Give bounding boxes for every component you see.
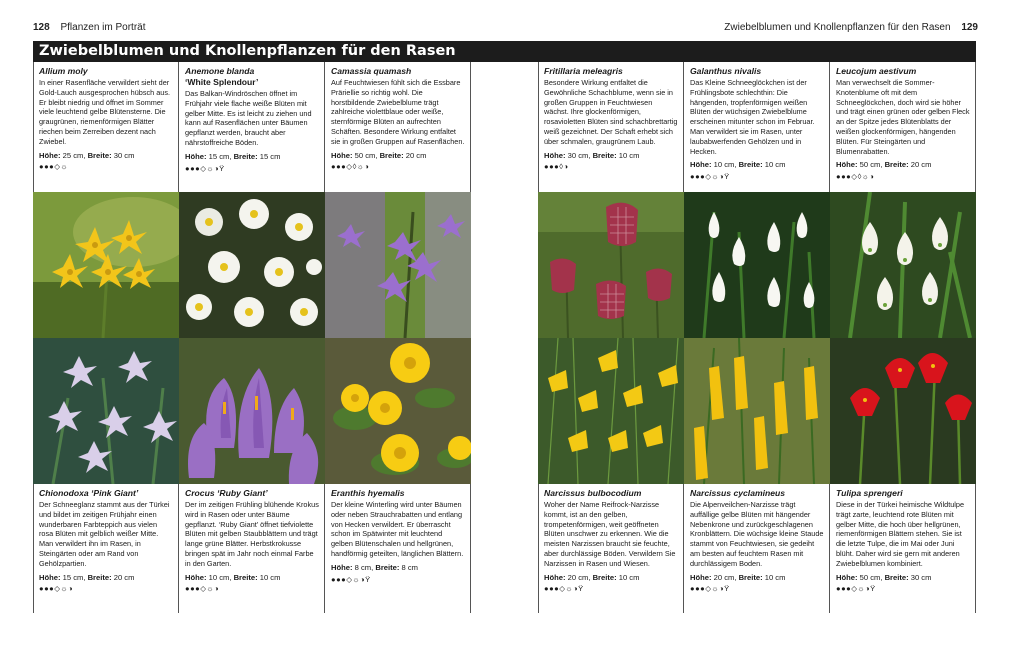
plant-name: Camassia quamash xyxy=(331,66,412,76)
photo-galanthus xyxy=(684,192,830,338)
card-camassia xyxy=(325,62,471,192)
plant-description: Man verwechselt die Sommer-Knotenblume oft mit dem Schneeglöckchen, doch wird sie höher und trägt einen grünen oder gelben Fleck an der Spitze jedes Blütenblatts der weißen glockenförmigen, hängenden Blüten. Für Steingärten und Blumenrabatten. xyxy=(836,78,970,156)
care-icons: ●●●◇☼◑Ϋ xyxy=(185,163,225,173)
plant-name: Crocus ‘Ruby Giant’ xyxy=(185,488,268,498)
plant-name: Narcissus bulbocodium xyxy=(544,488,642,498)
plant-description: Woher der Name Reifrock-Narzisse kommt, ist an den gelben, trompetenförmigen, weit geöffneten Blüten unschwer zu erkennen. Wie die meisten Narzissen braucht sie feuchte, aber durchlässige Böden. Verwildern Sie Narzissen in Rasen und Wiesen. xyxy=(544,500,676,568)
photo-anemone xyxy=(179,192,325,338)
right-page-number: 129 xyxy=(961,22,978,33)
plant-size: Höhe: 25 cm, Breite: 30 cm xyxy=(39,150,135,160)
left-running-header xyxy=(33,22,146,33)
plant-size: Höhe: 20 cm, Breite: 10 cm xyxy=(544,572,640,582)
right-running-title: Zwiebelblumen und Knollenpflanzen für den Rasen xyxy=(724,22,951,33)
left-running-title: Pflanzen im Porträt xyxy=(60,22,146,33)
left-page-number: 128 xyxy=(33,22,50,33)
care-icons: ●●●◇☼◑ xyxy=(185,584,220,594)
plant-size: Höhe: 15 cm, Breite: 15 cm xyxy=(185,151,281,161)
care-icons: ●●●◇◊☼◑ xyxy=(836,172,875,182)
plant-name: Allium moly xyxy=(39,66,88,76)
plant-size: Höhe: 8 cm, Breite: 8 cm xyxy=(331,562,418,572)
plant-description: Besondere Wirkung entfaltet die Gewöhnliche Schachblume, wenn sie in großen Gruppen in Feuchtwiesen wächst. Ihre glockenförmigen, rosavioletten Blüten sind schachbrettartig weiß gezeichnet. Der Schaft erhebt sich über schmalen, graugrünem Laub. xyxy=(544,78,678,146)
care-icons: ●●●◇☼◑ xyxy=(39,584,74,594)
photo-fritillaria xyxy=(538,192,684,338)
plant-name: Anemone blanda xyxy=(185,66,255,76)
plant-size: Höhe: 30 cm, Breite: 10 cm xyxy=(544,150,640,160)
photo-narcissus-cyclamineus xyxy=(684,338,830,484)
care-icons: ●●●◇☼ xyxy=(39,162,69,172)
plant-size: Höhe: 15 cm, Breite: 20 cm xyxy=(39,572,135,582)
plant-size: Höhe: 50 cm, Breite: 20 cm xyxy=(331,150,427,160)
card-fritillaria xyxy=(538,62,684,192)
care-icons: ●●●◇☼◑Ϋ xyxy=(331,574,371,584)
photo-leucojum xyxy=(830,192,976,338)
card-tulipa xyxy=(830,484,976,613)
care-icons: ●●●◇☼◑Ϋ xyxy=(690,172,730,182)
section-title: Zwiebelblumen und Knollenpflanzen für den Rasen xyxy=(33,41,976,62)
plant-description: Das Kleine Schneeglöckchen ist der Frühlingsbote schlechthin: Die hängenden, tropfenförmigen weißen Blüten der wüchsigen Zwiebelblume erscheinen mitunter schon im Februar. Man verwildert sie im Rasen, unter laubabwerfenden Gehölzen und in Hecken. xyxy=(690,78,815,156)
plant-description: In einer Rasenfläche verwildert sieht der Gold-Lauch ausgesprochen hübsch aus. Er bleibt niedrig und öffnet im Sommer viele leuchtend gelbe Blütensterne. Die graugrünen, riemenförmigen Blätter riechen beim Zerreiben dezent nach Zwiebel. xyxy=(39,78,171,146)
care-icons: ●●●◇◊☼◑ xyxy=(331,162,370,172)
plant-size: Höhe: 10 cm, Breite: 10 cm xyxy=(185,572,281,582)
plant-name: Galanthus nivalis xyxy=(690,66,762,76)
photo-crocus xyxy=(179,338,325,484)
card-allium xyxy=(33,62,179,192)
card-narcissus-cyclamineus xyxy=(684,484,830,613)
photo-allium xyxy=(33,192,179,338)
card-anemone xyxy=(179,62,325,192)
photo-camassia xyxy=(325,192,471,338)
care-icons: ●●●◇☼◑Ϋ xyxy=(544,584,584,594)
plant-description: Das Balkan-Windröschen öffnet im Frühjahr viele flache weiße Blüten mit gelber Mitte. Es ist leicht zu ziehen und kann auf Rasenflächen unter Bäumen gepflanzt werden, braucht aber nährstoffreiche Böden. xyxy=(185,89,312,147)
plant-name: Leucojum aestivum xyxy=(836,66,917,76)
care-icons: ●●●◇☼◑Ϋ xyxy=(690,584,730,594)
care-icons: ●●●◇☼◑Ϋ xyxy=(836,584,876,594)
card-eranthis xyxy=(325,484,471,613)
photo-narcissus-bulbocodium xyxy=(538,338,684,484)
card-crocus xyxy=(179,484,325,613)
plant-description: Der Schneeglanz stammt aus der Türkei und bildet im zeitigen Frühjahr einen wunderbaren Farbteppich aus vielen rosa Blüten mit gelblich weißer Mitte. Man verwildert ihn im Rasen, in Steingärten oder am Rand von Gehölzpartien. xyxy=(39,500,170,568)
plant-name: Narcissus cyclamineus xyxy=(690,488,786,498)
plant-name: Eranthis hyemalis xyxy=(331,488,405,498)
plant-cultivar: ‘White Splendour’ xyxy=(185,77,259,87)
plant-description: Auf Feuchtwiesen fühlt sich die Essbare Präriellie so richtig wohl. Die horstbildende Zwiebelblume trägt zahlreiche violettblaue oder weiße, sternförmige Blüten an aufrechten Schäften. Besondere Wirkung entfaltet sie in großen Gruppen auf Rasenflächen. xyxy=(331,78,465,146)
card-narcissus-bulbocodium xyxy=(538,484,684,613)
plant-description: Die Alpenveilchen-Narzisse trägt auffällige gelbe Blüten mit hängender Nebenkrone und zurückgeschlagenen Kronblättern. Die wüchsige kleine Staude stammt von Feuchtwiesen, sie gedeiht am besten auf feuchtem Rasen mit durchlässigem Boden. xyxy=(690,500,824,568)
plant-size: Höhe: 10 cm, Breite: 10 cm xyxy=(690,160,786,170)
card-leucojum xyxy=(830,62,976,192)
right-running-header xyxy=(724,22,978,33)
plant-description: Der kleine Winterling wird unter Bäumen oder neben Strauchrabatten und entlang von Hecken verwildert. Er überrascht schon im Spätwinter mit leuchtend gelben Blütenschalen und hellgrünen, handförmig geteilten, länglichen Blättern. xyxy=(331,500,464,558)
photo-eranthis xyxy=(325,338,471,484)
photo-chionodoxa xyxy=(33,338,179,484)
care-icons: ●●●◊◑ xyxy=(544,162,569,172)
card-galanthus xyxy=(684,62,830,192)
plant-size: Höhe: 50 cm, Breite: 20 cm xyxy=(836,160,932,170)
plant-name: Fritillaria meleagris xyxy=(544,66,623,76)
plant-name: Tulipa sprengeri xyxy=(836,488,903,498)
photo-tulipa xyxy=(830,338,976,484)
card-chionodoxa xyxy=(33,484,179,613)
plant-description: Diese in der Türkei heimische Wildtulpe trägt zarte, leuchtend rote Blüten mit gelber Mitte, die hoch über hellgrünen, riemenförmigen Blättern stehen. Sie ist die letzte Tulpe, die im Mai oder Juni blüht. Daher wird sie gern mit anderen Zwiebelblumen kombiniert. xyxy=(836,500,965,568)
plant-size: Höhe: 50 cm, Breite: 30 cm xyxy=(836,572,932,582)
plant-description: Der im zeitigen Frühling blühende Krokus wird in Rasen oder unter Bäume gepflanzt. ‘Ruby Giant’ öffnet tiefviolette Blüten mit gelben Staubblättern und trägt lange grüne Blätter. Herbstkrokusse bringen spät im Jahr noch einmal Farbe in den Garten. xyxy=(185,500,319,568)
plant-size: Höhe: 20 cm, Breite: 10 cm xyxy=(690,572,786,582)
plant-name: Chionodoxa ‘Pink Giant’ xyxy=(39,488,139,498)
